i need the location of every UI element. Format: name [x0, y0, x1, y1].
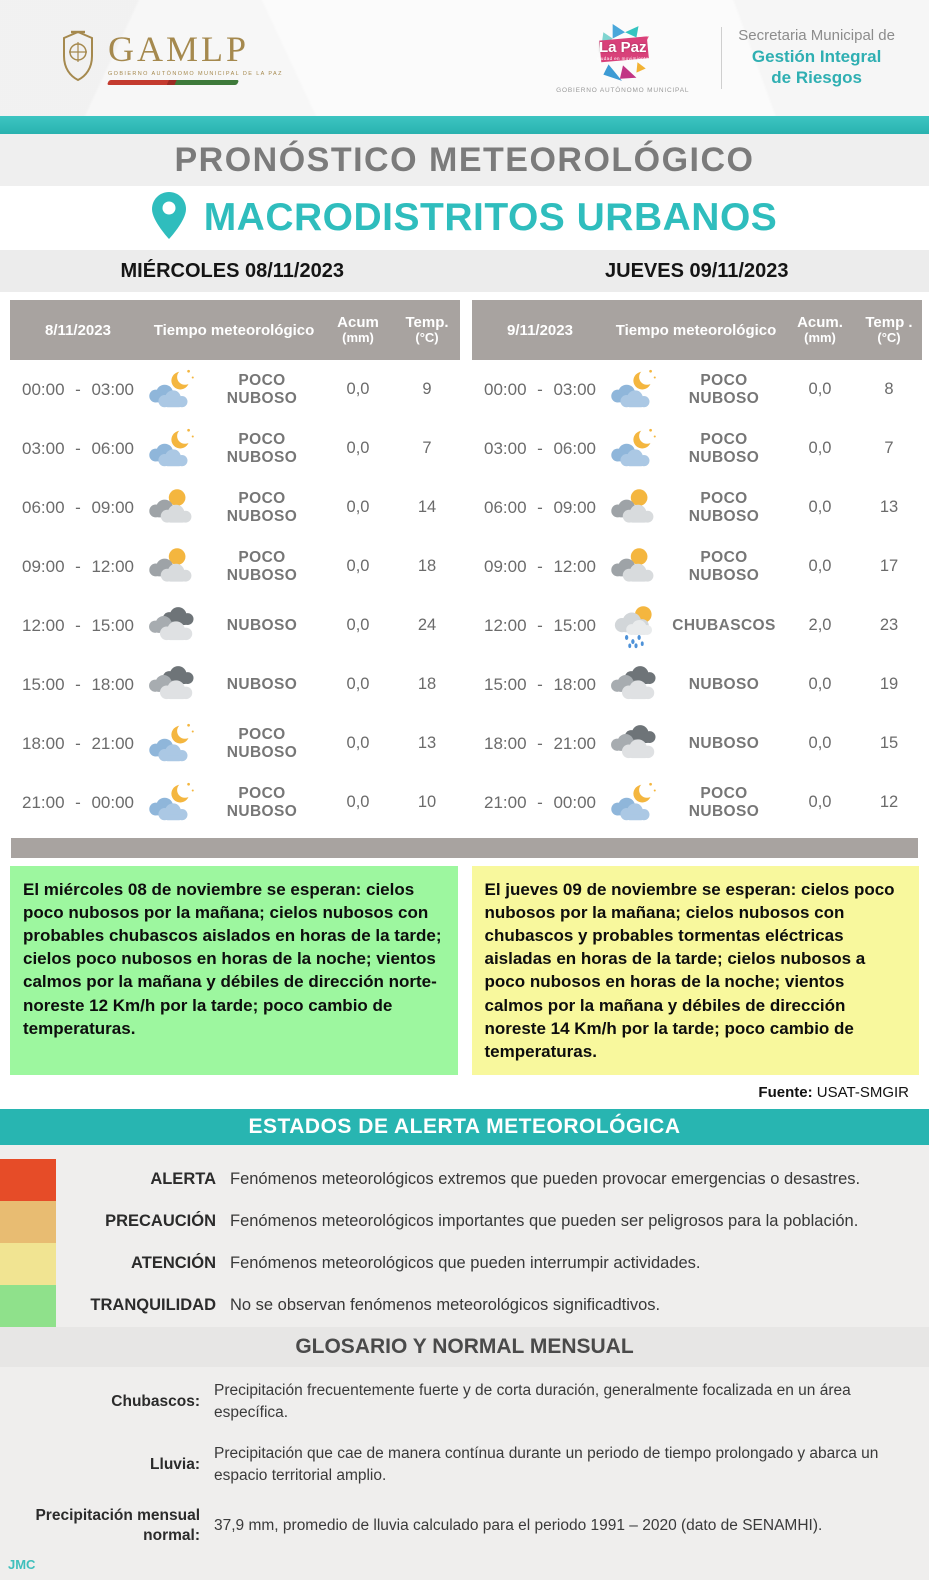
forecast-row — [472, 537, 922, 596]
time-range-cell — [472, 675, 608, 695]
time-start: 12:00 — [484, 616, 527, 636]
alert-level-description: Fenómenos meteorológicos importantes que pueden ser peligrosos para la población. — [230, 1212, 929, 1231]
temp-cell: 17 — [856, 557, 922, 576]
time-dash: - — [537, 557, 543, 577]
subtitle-band — [0, 186, 929, 250]
temp-cell: 18 — [394, 675, 460, 694]
header — [0, 0, 929, 116]
acum-cell: 0,0 — [322, 439, 394, 458]
day-summaries — [0, 858, 929, 1075]
time-range-cell — [10, 793, 146, 813]
time-range-cell — [10, 616, 146, 636]
time-start: 15:00 — [484, 675, 527, 695]
acum-cell: 0,0 — [322, 675, 394, 694]
time-end: 03:00 — [553, 380, 596, 400]
forecast-row — [472, 419, 922, 478]
condition-cell: NUBOSO — [664, 676, 784, 694]
glossary-entry — [0, 1497, 929, 1555]
alert-level-name: TRANQUILIDAD — [70, 1296, 216, 1315]
time-dash: - — [75, 498, 81, 518]
acum-cell: 0,0 — [322, 616, 394, 635]
time-end: 12:00 — [553, 557, 596, 577]
secretaria-block — [738, 27, 895, 88]
time-end: 09:00 — [91, 498, 134, 518]
cloudy-icon — [608, 720, 664, 768]
alert-level-description: Fenómenos meteorológicos que pueden interrumpir actividades. — [230, 1254, 929, 1273]
alert-level-name: ATENCIÓN — [70, 1254, 216, 1273]
time-dash: - — [75, 557, 81, 577]
time-end: 06:00 — [553, 439, 596, 459]
gamlp-logo — [58, 30, 283, 87]
lapaz-logo — [556, 23, 689, 94]
forecast-table-wednesday — [10, 300, 460, 832]
summary-thursday: El jueves 09 de noviembre se esperan: cielos poco nubosos por la mañana; cielos nubosos con chubascos y probables tormentas eléctricas aisladas en horas de la tarde; cielos nubosos a poco nubosos en horas de la noche; vientos calmos por la mañana y débiles de dirección noreste 14 Km/h por la tarde; poco cambio de temperaturas. — [472, 866, 920, 1075]
time-dash: - — [537, 793, 543, 813]
acum-cell: 0,0 — [784, 498, 856, 517]
time-range-cell — [472, 498, 608, 518]
glossary-panel — [0, 1367, 929, 1557]
cloudy-icon — [608, 661, 664, 709]
alert-level-row — [0, 1201, 929, 1243]
forecast-row — [472, 714, 922, 773]
time-start: 00:00 — [22, 380, 65, 400]
col-header-date: 8/11/2023 — [10, 322, 146, 339]
time-end: 18:00 — [553, 675, 596, 695]
source-line — [0, 1075, 929, 1105]
alert-level-description: No se observan fenómenos meteorológicos significadtivos. — [230, 1296, 929, 1315]
time-range-cell — [472, 380, 608, 400]
forecast-row — [472, 478, 922, 537]
glossary-term: Chubascos: — [0, 1392, 200, 1412]
col-header-acum: Acum. (mm) — [784, 314, 856, 346]
glossary-definition: 37,9 mm, promedio de lluvia calculado para el periodo 1991 – 2020 (dato de SENAMHI). — [214, 1515, 887, 1537]
glossary-entry — [0, 1371, 929, 1434]
source-value: USAT-SMGIR — [817, 1084, 909, 1101]
condition-cell: POCO NUBOSO — [664, 431, 784, 467]
page-subtitle: MACRODISTRITOS URBANOS — [204, 196, 778, 240]
time-range-cell — [472, 557, 608, 577]
time-range-cell — [472, 439, 608, 459]
gamlp-crest-icon — [58, 30, 98, 87]
time-end: 00:00 — [91, 793, 134, 813]
summary-wednesday: El miércoles 08 de noviembre se esperan: cielos poco nubosos por la mañana; cielos nubosos con probables chubascos aislados en horas de la tarde; cielos poco nubosos en horas de la noche; vientos calmos por la mañana y débiles de dirección norte-noreste 12 Km/h por la tarde; poco cambio de temperaturas. — [10, 866, 458, 1075]
author-initials: JMC — [0, 1557, 929, 1580]
alert-level-row — [0, 1159, 929, 1201]
forecast-row — [10, 360, 460, 419]
alert-levels-panel — [0, 1145, 929, 1327]
time-dash: - — [537, 498, 543, 518]
forecast-row — [472, 596, 922, 655]
forecast-row — [472, 773, 922, 832]
condition-cell: POCO NUBOSO — [202, 372, 322, 408]
page-title: PRONÓSTICO METEOROLÓGICO — [174, 141, 754, 180]
acum-cell: 0,0 — [784, 675, 856, 694]
time-end: 09:00 — [553, 498, 596, 518]
temp-cell: 9 — [394, 380, 460, 399]
time-range-cell — [10, 557, 146, 577]
acum-cell: 0,0 — [322, 380, 394, 399]
condition-cell: POCO NUBOSO — [664, 785, 784, 821]
acum-cell: 0,0 — [322, 498, 394, 517]
alert-color-swatch — [0, 1201, 56, 1243]
cloudy-icon — [146, 602, 202, 650]
alert-level-row — [0, 1285, 929, 1327]
lapaz-wordmark: La Paz — [588, 39, 658, 56]
partly-cloudy-night-icon — [146, 720, 202, 768]
partly-cloudy-day-icon — [146, 484, 202, 532]
partly-cloudy-night-icon — [608, 425, 664, 473]
time-dash: - — [75, 675, 81, 695]
time-start: 09:00 — [484, 557, 527, 577]
partly-cloudy-day-icon — [608, 543, 664, 591]
secretaria-line1: Secretaria Municipal de — [738, 27, 895, 46]
condition-cell: POCO NUBOSO — [202, 490, 322, 526]
forecast-row — [10, 419, 460, 478]
alert-level-name: PRECAUCIÓN — [70, 1212, 216, 1231]
acum-cell: 0,0 — [322, 734, 394, 753]
col-header-weather: Tiempo meteorológico — [146, 322, 322, 339]
temp-cell: 12 — [856, 793, 922, 812]
lapaz-mosaic-icon — [588, 72, 658, 89]
time-start: 09:00 — [22, 557, 65, 577]
temp-cell: 10 — [394, 793, 460, 812]
temp-cell: 13 — [856, 498, 922, 517]
time-dash: - — [75, 793, 81, 813]
table-body — [472, 360, 922, 832]
col-header-temp: Temp. (°C) — [394, 314, 460, 346]
glossary-definition: Precipitación frecuentemente fuerte y de corta duración, generalmente focalizada en un área específica. — [214, 1380, 887, 1425]
partly-cloudy-day-icon — [146, 543, 202, 591]
forecast-row — [472, 655, 922, 714]
alert-level-name: ALERTA — [70, 1170, 216, 1189]
time-range-cell — [472, 616, 608, 636]
partly-cloudy-day-icon — [608, 484, 664, 532]
time-end: 15:00 — [553, 616, 596, 636]
temp-cell: 14 — [394, 498, 460, 517]
time-dash: - — [537, 734, 543, 754]
temp-cell: 13 — [394, 734, 460, 753]
cloudy-icon — [146, 661, 202, 709]
table-header — [10, 300, 460, 360]
condition-cell: NUBOSO — [202, 676, 322, 694]
time-range-cell — [10, 498, 146, 518]
gamlp-ribbon — [107, 80, 239, 85]
time-end: 15:00 — [91, 616, 134, 636]
forecast-row — [10, 773, 460, 832]
alert-level-row — [0, 1243, 929, 1285]
lapaz-tagline: ciudad en movimiento — [588, 56, 658, 61]
alert-level-description: Fenómenos meteorológicos extremos que pueden provocar emergencias o desastres. — [230, 1170, 929, 1189]
alert-section-title: ESTADOS DE ALERTA METEOROLÓGICA — [0, 1109, 929, 1145]
time-dash: - — [537, 616, 543, 636]
time-range-cell — [10, 675, 146, 695]
forecast-row — [10, 714, 460, 773]
condition-cell: POCO NUBOSO — [664, 490, 784, 526]
table-body — [10, 360, 460, 832]
col-header-acum: Acum (mm) — [322, 314, 394, 346]
time-start: 03:00 — [22, 439, 65, 459]
time-start: 00:00 — [484, 380, 527, 400]
col-header-date: 9/11/2023 — [472, 322, 608, 339]
time-start: 18:00 — [22, 734, 65, 754]
forecast-row — [10, 596, 460, 655]
condition-cell: NUBOSO — [664, 735, 784, 753]
condition-cell: CHUBASCOS — [664, 617, 784, 635]
glossary-term: Precipitación mensual normal: — [0, 1506, 200, 1546]
acum-cell: 0,0 — [322, 557, 394, 576]
table-header — [472, 300, 922, 360]
condition-cell: POCO NUBOSO — [202, 726, 322, 762]
temp-cell: 19 — [856, 675, 922, 694]
acum-cell: 0,0 — [784, 793, 856, 812]
rain-showers-icon — [608, 602, 664, 650]
time-end: 06:00 — [91, 439, 134, 459]
condition-cell: POCO NUBOSO — [202, 785, 322, 821]
header-divider — [721, 27, 722, 89]
time-dash: - — [537, 675, 543, 695]
acum-cell: 0,0 — [322, 793, 394, 812]
temp-cell: 18 — [394, 557, 460, 576]
temp-cell: 7 — [394, 439, 460, 458]
forecast-row — [10, 478, 460, 537]
condition-cell: POCO NUBOSO — [664, 549, 784, 585]
partly-cloudy-night-icon — [146, 366, 202, 414]
condition-cell: POCO NUBOSO — [202, 431, 322, 467]
day-headings-band — [0, 250, 929, 292]
temp-cell: 15 — [856, 734, 922, 753]
partly-cloudy-night-icon — [608, 779, 664, 827]
partly-cloudy-night-icon — [146, 779, 202, 827]
secretaria-line3: de Riesgos — [738, 67, 895, 88]
time-dash: - — [537, 380, 543, 400]
temp-cell: 8 — [856, 380, 922, 399]
acum-cell: 0,0 — [784, 439, 856, 458]
alert-color-swatch — [0, 1243, 56, 1285]
time-dash: - — [75, 439, 81, 459]
condition-cell: POCO NUBOSO — [664, 372, 784, 408]
forecast-row — [10, 655, 460, 714]
time-start: 18:00 — [484, 734, 527, 754]
time-start: 12:00 — [22, 616, 65, 636]
condition-cell: NUBOSO — [202, 617, 322, 635]
partly-cloudy-night-icon — [146, 425, 202, 473]
day-heading-wednesday: MIÉRCOLES 08/11/2023 — [0, 250, 465, 292]
time-range-cell — [10, 380, 146, 400]
alert-color-swatch — [0, 1285, 56, 1327]
time-end: 03:00 — [91, 380, 134, 400]
day-heading-thursday: JUEVES 09/11/2023 — [465, 250, 929, 292]
time-start: 21:00 — [22, 793, 65, 813]
bottom-margin — [0, 1580, 929, 1594]
time-start: 15:00 — [22, 675, 65, 695]
gamlp-subtext: GOBIERNO AUTÓNOMO MUNICIPAL DE LA PAZ — [108, 71, 283, 77]
temp-cell: 7 — [856, 439, 922, 458]
forecast-row — [472, 360, 922, 419]
secretaria-line2: Gestión Integral — [738, 46, 895, 67]
col-header-temp: Temp . (°C) — [856, 314, 922, 346]
time-range-cell — [472, 793, 608, 813]
glossary-term: Lluvia: — [0, 1455, 200, 1475]
acum-cell: 0,0 — [784, 557, 856, 576]
partly-cloudy-night-icon — [608, 366, 664, 414]
time-end: 00:00 — [553, 793, 596, 813]
location-pin-icon — [152, 192, 186, 244]
glossary-entry — [0, 1434, 929, 1497]
alert-color-swatch — [0, 1159, 56, 1201]
time-end: 18:00 — [91, 675, 134, 695]
gamlp-wordmark: GAMLP — [108, 31, 283, 67]
acum-cell: 0,0 — [784, 734, 856, 753]
time-end: 21:00 — [91, 734, 134, 754]
time-dash: - — [75, 380, 81, 400]
time-dash: - — [75, 616, 81, 636]
forecast-row — [10, 537, 460, 596]
source-label: Fuente: — [758, 1084, 812, 1101]
condition-cell: POCO NUBOSO — [202, 549, 322, 585]
title-band — [0, 134, 929, 186]
teal-divider-bar — [0, 116, 929, 134]
forecast-tables — [0, 292, 929, 832]
time-dash: - — [537, 439, 543, 459]
time-dash: - — [75, 734, 81, 754]
time-range-cell — [472, 734, 608, 754]
temp-cell: 23 — [856, 616, 922, 635]
temp-cell: 24 — [394, 616, 460, 635]
time-range-cell — [10, 439, 146, 459]
acum-cell: 0,0 — [784, 380, 856, 399]
time-start: 21:00 — [484, 793, 527, 813]
time-start: 06:00 — [22, 498, 65, 518]
col-header-weather: Tiempo meteorológico — [608, 322, 784, 339]
forecast-table-thursday — [472, 300, 922, 832]
lapaz-caption: GOBIERNO AUTÓNOMO MUNICIPAL — [556, 87, 689, 94]
time-end: 21:00 — [553, 734, 596, 754]
acum-cell: 2,0 — [784, 616, 856, 635]
gray-separator-bar — [11, 838, 918, 858]
time-end: 12:00 — [91, 557, 134, 577]
time-start: 03:00 — [484, 439, 527, 459]
glossary-section-title: GLOSARIO Y NORMAL MENSUAL — [0, 1327, 929, 1367]
time-range-cell — [10, 734, 146, 754]
glossary-definition: Precipitación que cae de manera contínua durante un periodo de tiempo prolongado y abarca un espacio territorial amplio. — [214, 1443, 887, 1488]
time-start: 06:00 — [484, 498, 527, 518]
